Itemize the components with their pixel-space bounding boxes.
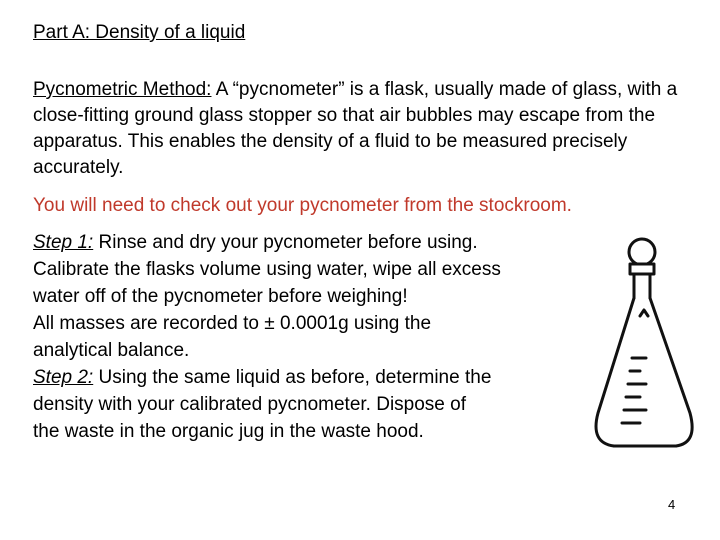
intro-label: Pycnometric Method:	[33, 79, 212, 100]
step2-line-1	[33, 364, 593, 391]
stockroom-notice: You will need to check out your pycnometer from the stockroom.	[33, 195, 572, 216]
step2-label: Step 2:	[33, 367, 94, 388]
step1-line-1	[33, 229, 593, 256]
step1-line-4: All masses are recorded to ± 0.0001g using the	[33, 313, 432, 334]
intro-text: A “pycnometer” is a flask, usually made of glass, with a close-fitting ground glass stopper so that air bubbles may escape from the apparatus. This enables the density of a fluid to be measured precisely accurately.	[33, 79, 678, 178]
step1-text-1: Rinse and dry your pycnometer before using.	[93, 232, 478, 253]
step1-line-5: analytical balance.	[33, 340, 190, 361]
step2-text-1: Using the same liquid as before, determine the	[93, 367, 492, 388]
step2-line-2: density with your calibrated pycnometer. Dispose of	[33, 394, 466, 415]
pycnometer-flask-image	[584, 228, 704, 458]
step1-line-2: Calibrate the flasks volume using water, wipe all excess	[33, 259, 501, 280]
step2-line-3: the waste in the organic jug in the waste hood.	[33, 421, 424, 442]
intro-paragraph	[33, 77, 693, 181]
slide-title: Part A: Density of a liquid	[33, 22, 246, 43]
step1-label: Step 1:	[33, 232, 94, 253]
page-number: 4	[668, 497, 676, 512]
steps-block	[33, 229, 593, 445]
step1-line-3: water off of the pycnometer before weighing!	[33, 286, 408, 307]
